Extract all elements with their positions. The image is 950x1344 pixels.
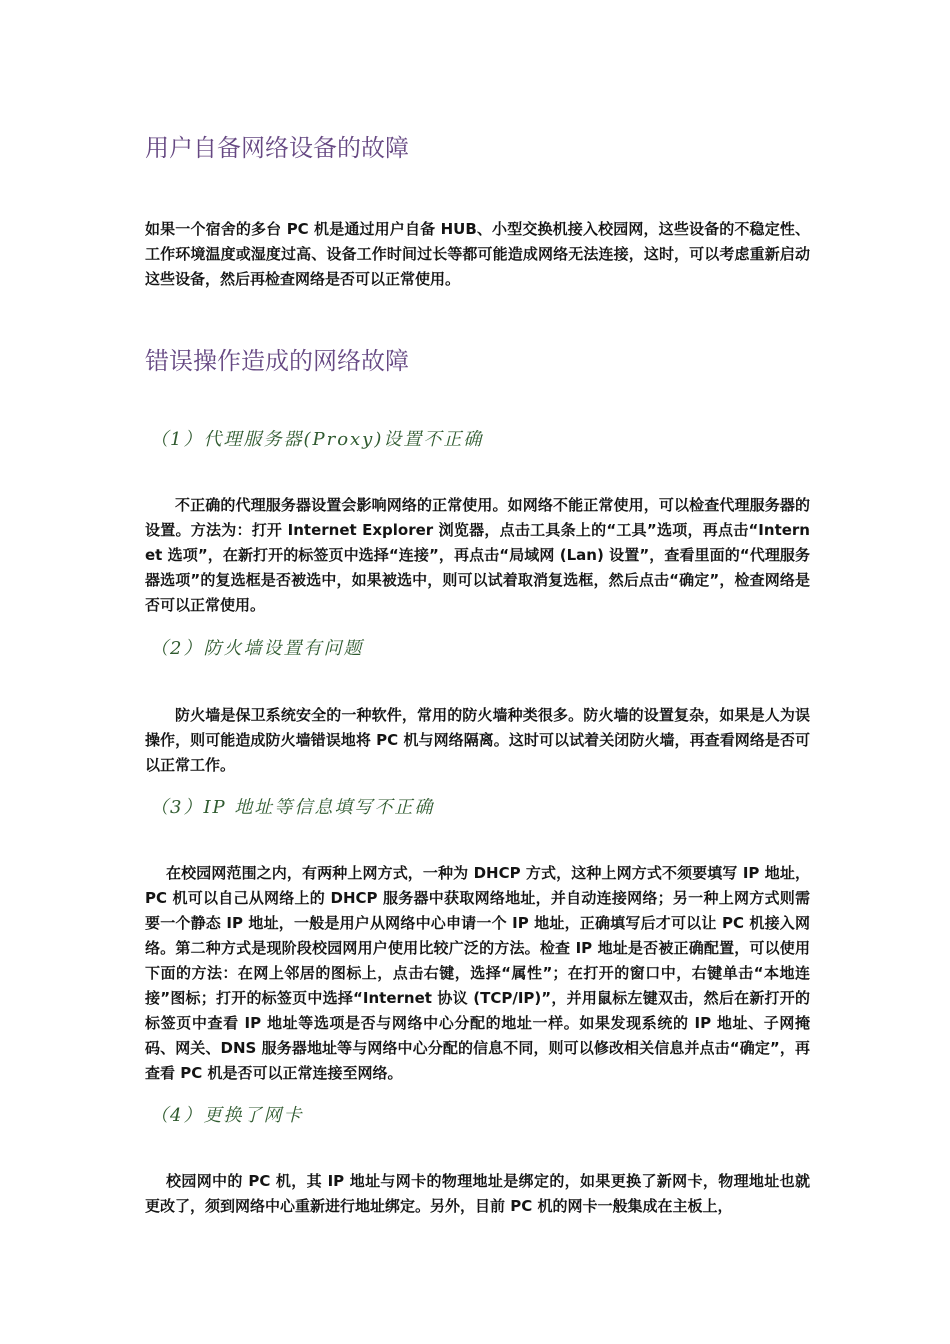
subheading-ip-address: （3）IP 地址等信息填写不正确 — [150, 797, 435, 818]
subheading-firewall: （2）防火墙设置有问题 — [150, 638, 364, 659]
paragraph-firewall: 防火墙是保卫系统安全的一种软件，常用的防火墙种类很多。防火墙的设置复杂，如果是人为误操作，则可能造成防火墙错误地将 PC 机与网络隔离。这时可以试着关闭防火墙，再查看网络是否可以正常工作。 — [145, 706, 810, 774]
section-heading-user-equipment: 用户自备网络设备的故障 — [145, 134, 409, 162]
subheading-network-card: （4）更换了网卡 — [150, 1105, 304, 1126]
paragraph-user-equipment: 如果一个宿舍的多台 PC 机是通过用户自备 HUB、小型交换机接入校园网，这些设备的不稳定性、工作环境温度或湿度过高、设备工作时间过长等都可能造成网络无法连接，这时，可以考虑重新启动这些设备，然后再检查网络是否可以正常使用。 — [145, 220, 810, 288]
paragraph-proxy: 不正确的代理服务器设置会影响网络的正常使用。如网络不能正常使用，可以检查代理服务器的设置。方法为：打开 Internet Explorer 浏览器，点击工具条上的“工具”选项，再点击“Internet 选项”，在新打开的标签页中选择“连接”，再点击“局域网 (Lan) 设置”，查看里面的“代理服务器选项”的复选框是否被选中，如果被选中，则可以试着取消复选框，然后点击“确定”，检查网络是否可以正常使用。 — [145, 496, 810, 614]
subheading-proxy: （1）代理服务器(Proxy)设置不正确 — [150, 429, 484, 450]
section-heading-operation-errors: 错误操作造成的网络故障 — [145, 347, 409, 375]
paragraph-network-card: 校园网中的 PC 机，其 IP 地址与网卡的物理地址是绑定的，如果更换了新网卡，物理地址也就更改了，须到网络中心重新进行地址绑定。另外，目前 PC 机的网卡一般集成在主板上， — [145, 1172, 810, 1215]
paragraph-ip-address: 在校园网范围之内，有两种上网方式，一种为 DHCP 方式，这种上网方式不须要填写 IP 地址，PC 机可以自己从网络上的 DHCP 服务器中获取网络地址，并自动连接网络；另一种上网方式则需要一个静态 IP 地址，一般是用户从网络中心申请一个 IP 地址，正确填写后才可以让 PC 机接入网络。第二种方式是现阶段校园网用户使用比较广泛的方法。检查 IP 地址是否被正确配置，可以使用下面的方法：在网上邻居的图标上，点击右键，选择“属性”；在打开的窗口中，右键单击“本地连接”图标；打开的标签页中选择“Internet 协议 (TCP/IP)”，并用鼠标左键双击，然后在新打开的标签页中查看 IP 地址等选项是否与网络中心分配的地址一样。如果发现系统的 IP 地址、子网掩码、网关、DNS 服务器地址等与网络中心分配的信息不同，则可以修改相关信息并点击“确定”，再查看 PC 机是否可以正常连接至网络。 — [145, 864, 810, 1082]
